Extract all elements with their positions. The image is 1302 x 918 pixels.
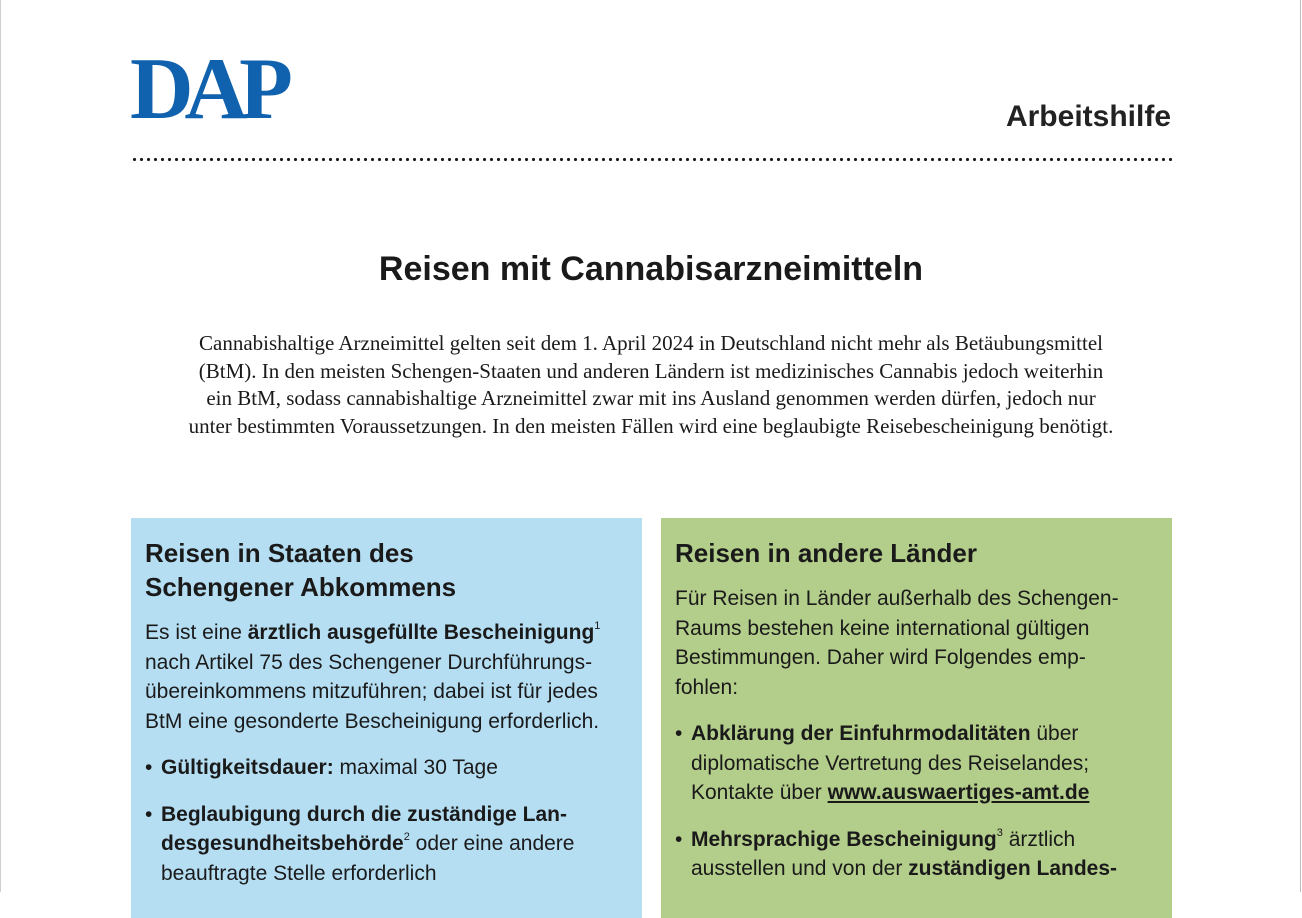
bullet: • (145, 756, 153, 779)
dotted-divider (131, 157, 1173, 162)
schengen-list (145, 753, 628, 888)
text: übereinkommens mitzuführen; dabei ist für jedes (145, 680, 598, 703)
intro-paragraph (131, 330, 1171, 440)
bold-text: desgesundheitsbehörde (161, 832, 404, 855)
text: ärztlich (1002, 827, 1076, 851)
text: Bestimmungen. Daher wird Folgendes emp- (675, 646, 1086, 669)
text: Für Reisen in Länder außerhalb des Schengen- (675, 587, 1119, 610)
schengen-paragraph (145, 618, 628, 736)
text: beauftragte Stelle erforderlich (161, 861, 437, 885)
list-item-import-rules (675, 719, 1158, 808)
bold-text: Gültigkeitsdauer: (161, 756, 334, 779)
schengen-travel-box (131, 518, 642, 918)
text: über (1030, 722, 1079, 745)
bold-text: Beglaubigung durch die zuständige Lan- (161, 802, 568, 826)
bullet: • (675, 827, 683, 851)
footnote-ref: 2 (403, 831, 410, 843)
text: Raums bestehen keine international gültigen (675, 616, 1090, 640)
other-countries-heading: Reisen in andere Länder (675, 538, 977, 568)
intro-line: unter bestimmten Voraussetzungen. In den meisten Fällen wird eine beglaubigte Reisebescheinigung benötigt. (188, 413, 1114, 438)
bold-text: ärztlich ausgefüllte Bescheinigung (247, 621, 595, 644)
intro-line: (BtM). In den meisten Schengen-Staaten und anderen Ländern ist medizinisches Cannabis jedoch weiterhin (198, 358, 1104, 383)
dap-logo: DAP (130, 41, 284, 138)
document-type-label: Arbeitshilfe (1005, 100, 1171, 133)
text: Es ist eine (145, 621, 248, 644)
text: diplomatische Vertretung des Reiselandes; (691, 751, 1090, 775)
text: nach Artikel 75 des Schengener Durchführungs- (145, 650, 593, 674)
page-title: Reisen mit Cannabisarzneimitteln (378, 250, 924, 288)
bold-text: Abklärung der Einfuhrmodalitäten (691, 722, 1031, 745)
heading-line: Schengener Abkommens (145, 572, 457, 602)
page-edge (0, 0, 1, 892)
other-countries-paragraph (675, 584, 1158, 702)
footnote-ref: 1 (594, 620, 601, 632)
bold-text: Mehrsprachige Bescheinigung (691, 827, 997, 851)
intro-line: ein BtM, sodass cannabishaltige Arzneimittel zwar mit ins Ausland genommen werden dürfen, jedoch nur (206, 386, 1096, 410)
other-countries-box (661, 518, 1172, 918)
text: fohlen: (675, 675, 739, 699)
bold-text: zuständigen Landes- (908, 857, 1118, 880)
intro-line: Cannabishaltige Arzneimittel gelten seit dem 1. April 2024 in Deutschland nicht mehr als Betäubungsmittel (199, 331, 1103, 355)
footnote-ref: 3 (996, 826, 1003, 839)
bullet: • (675, 722, 683, 745)
list-item-validity (145, 753, 628, 783)
bullet: • (145, 802, 153, 826)
text: ausstellen und von der (691, 857, 909, 880)
text: Kontakte über (691, 781, 828, 804)
auswaertiges-amt-link[interactable]: www.auswaertiges-amt.de (827, 781, 1090, 804)
list-item-multilingual-certificate (675, 825, 1158, 884)
text: maximal 30 Tage (333, 756, 498, 779)
heading-line: Reisen in Staaten des (145, 538, 414, 568)
schengen-heading (145, 536, 628, 604)
page-edge (1300, 0, 1301, 892)
text: oder eine andere (409, 832, 575, 855)
list-item-certification (145, 800, 628, 889)
other-countries-list (675, 719, 1158, 884)
text: BtM eine gesonderte Bescheinigung erforderlich. (145, 709, 600, 733)
